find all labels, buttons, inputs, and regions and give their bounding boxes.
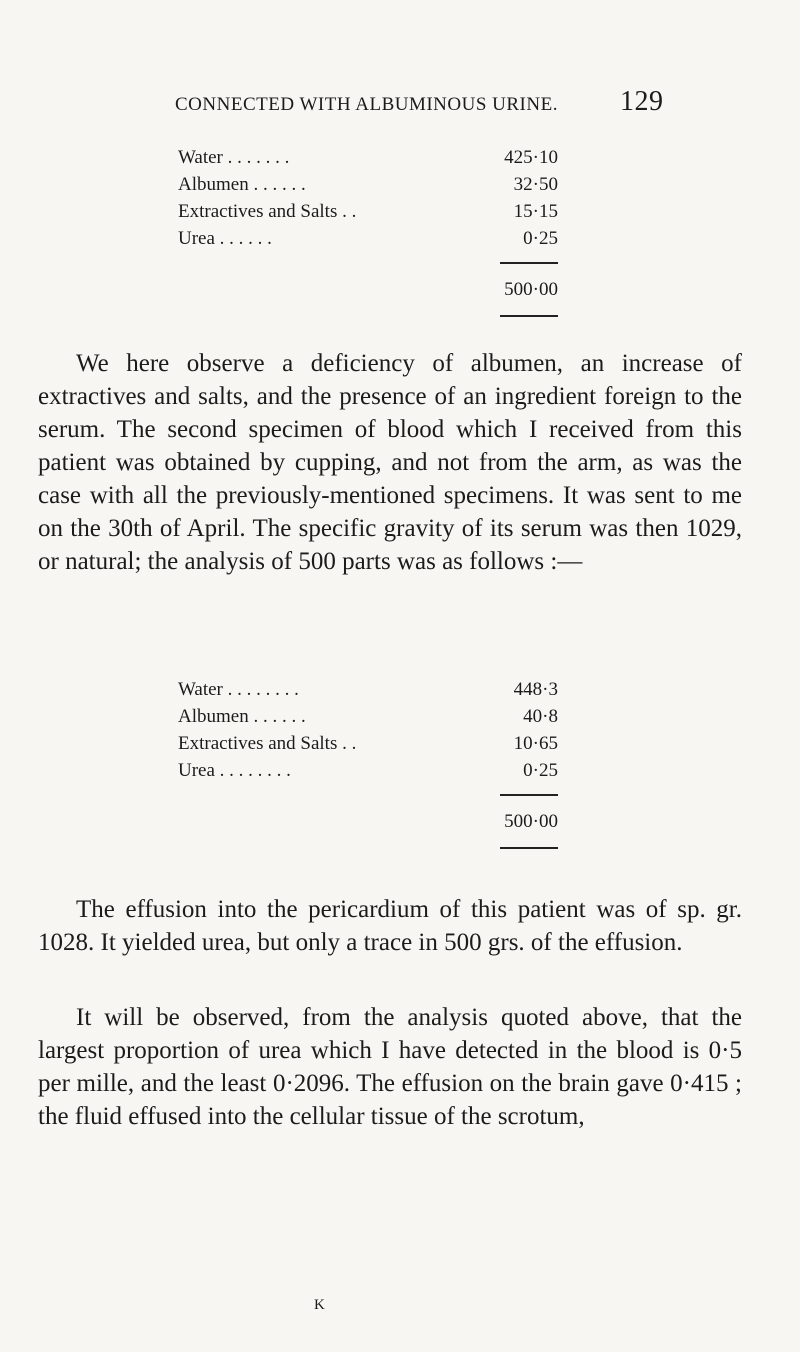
paragraph-text: The effusion into the pericardium of this patient was of sp. gr. 1028. It yielded urea, but only a trace in 500 grs. of the effusion. — [38, 896, 742, 956]
table-row — [178, 201, 558, 228]
row-label: Extractives and Salts . . — [178, 201, 357, 222]
row-label: Urea . . . . . . . . — [178, 760, 291, 781]
table-row — [178, 228, 558, 255]
row-value: 425·10 — [504, 147, 558, 168]
page-number: 129 — [620, 86, 664, 117]
table-total: 500·00 — [504, 811, 558, 832]
analysis-table-2 — [178, 679, 558, 832]
table-row — [178, 147, 558, 174]
paragraph-2 — [38, 893, 742, 959]
row-label: Urea . . . . . . — [178, 228, 272, 249]
row-value: 0·25 — [523, 228, 558, 249]
row-label: Extractives and Salts . . — [178, 733, 357, 754]
row-label: Albumen . . . . . . — [178, 174, 306, 195]
table-total: 500·00 — [504, 279, 558, 300]
paragraph-3 — [38, 1001, 742, 1133]
sum-rule — [500, 262, 558, 264]
row-value: 32·50 — [513, 174, 558, 195]
row-value: 10·65 — [513, 733, 558, 754]
paragraph-text: It will be observed, from the analysis quoted above, that the largest proportion of urea which I have detected in the blood is 0·5 per mille, and the least 0·2096. The effusion on the brain gave 0·415 ; the fluid effused into the cellular tissue of the scrotum, — [38, 1004, 742, 1130]
table-row — [178, 733, 558, 760]
sum-rule — [500, 794, 558, 796]
row-label: Albumen . . . . . . — [178, 706, 306, 727]
row-value: 0·25 — [523, 760, 558, 781]
table-row — [178, 679, 558, 706]
row-label: Water . . . . . . . . — [178, 679, 299, 700]
paragraph-text: We here observe a deficiency of albumen, an increase of extractives and salts, and the presence of an ingredient foreign to the serum. The second specimen of blood which I received from this patient was obtained by cupping, and not from the arm, as was the case with all the previously-mentioned specimens. It was sent to me on the 30th of April. The specific gravity of its serum was then 1029, or natural; the analysis of 500 parts was as follows :— — [38, 350, 742, 575]
running-title: CONNECTED WITH ALBUMINOUS URINE. — [175, 94, 558, 115]
paragraph-1 — [38, 347, 742, 578]
analysis-table-1 — [178, 147, 558, 300]
row-label: Water . . . . . . . — [178, 147, 290, 168]
row-value: 15·15 — [513, 201, 558, 222]
row-value: 448·3 — [513, 679, 558, 700]
total-underline — [500, 847, 558, 849]
table-row — [178, 174, 558, 201]
row-value: 40·8 — [523, 706, 558, 727]
signature-mark: K — [314, 1297, 325, 1313]
table-row — [178, 760, 558, 787]
total-underline — [500, 315, 558, 317]
table-row — [178, 706, 558, 733]
